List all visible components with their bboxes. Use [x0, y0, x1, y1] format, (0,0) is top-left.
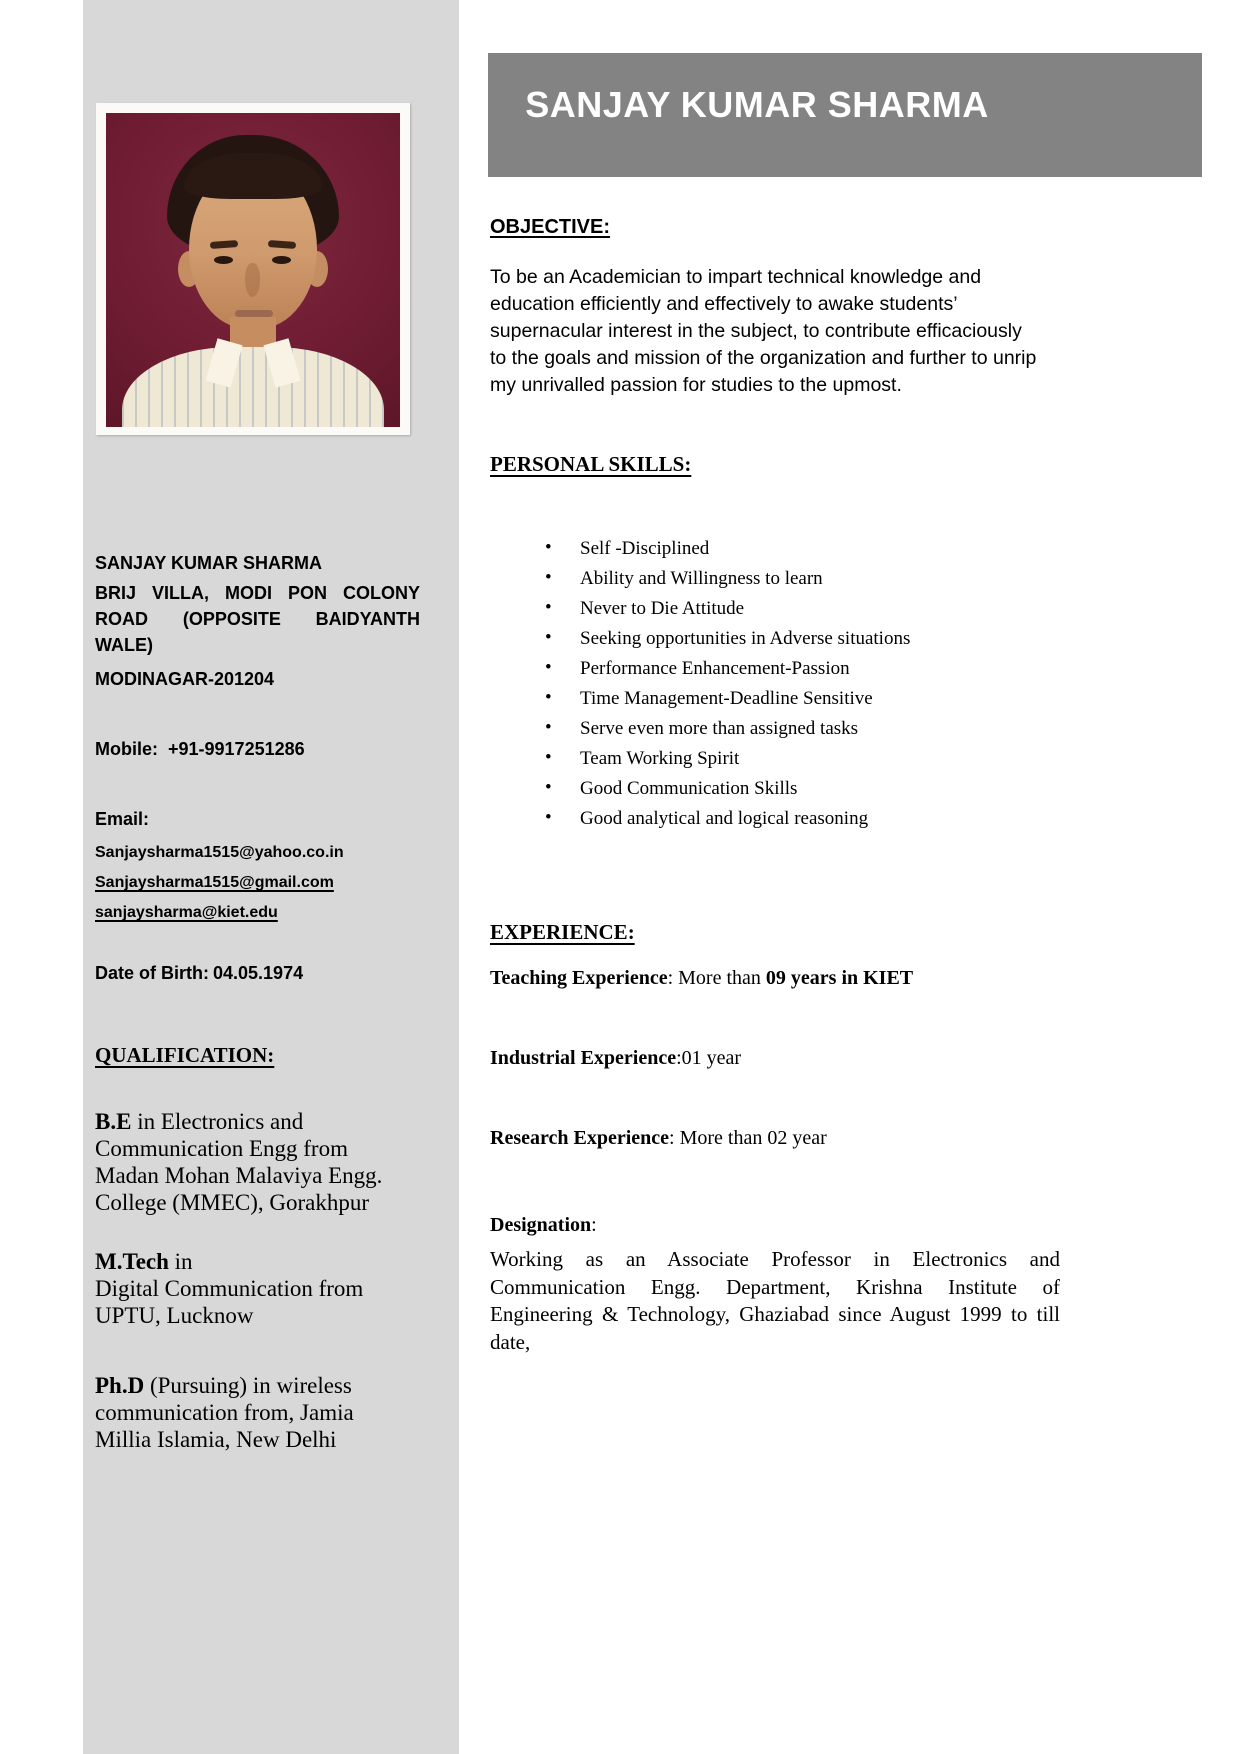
personal-skills-heading: PERSONAL SKILLS:: [490, 452, 692, 476]
skills-list: [490, 534, 1065, 834]
skill-item: [490, 684, 1065, 714]
dob-value: 04.05.1974: [213, 963, 304, 983]
qualification-item: M.Tech in Digital Communication from UPTU, Lucknow: [95, 1249, 364, 1328]
name-banner-text: SANJAY KUMAR SHARMA: [525, 84, 989, 125]
skill-text: Time Management-Deadline Sensitive: [580, 688, 873, 709]
profile-photo: [96, 103, 410, 435]
skill-text: Good analytical and logical reasoning: [580, 808, 869, 829]
bullet-icon: •: [545, 627, 552, 648]
photo-mouth: [235, 310, 273, 317]
bullet-icon: •: [545, 597, 552, 618]
bullet-icon: •: [545, 567, 552, 588]
bullet-icon: •: [545, 717, 552, 738]
degree-name: Ph.D: [95, 1373, 145, 1398]
sidebar-name: SANJAY KUMAR SHARMA: [95, 553, 323, 573]
designation-label: Designation: [490, 1214, 592, 1236]
bullet-icon: •: [545, 747, 552, 768]
qualification-heading: QUALIFICATION:: [95, 1043, 275, 1067]
experience-label: Teaching Experience: [490, 967, 668, 989]
date-of-birth-row: [95, 960, 420, 986]
skill-item: [490, 744, 1065, 774]
mobile-value: +91-9917251286: [168, 739, 305, 759]
bullet-icon: •: [545, 687, 552, 708]
skill-item: [490, 774, 1065, 804]
objective-heading: OBJECTIVE:: [490, 216, 611, 238]
email-address[interactable]: sanjaysharma@kiet.edu: [95, 904, 278, 921]
bullet-icon: •: [545, 537, 552, 558]
designation-colon: :: [591, 1214, 597, 1236]
mobile-row: [95, 736, 420, 762]
email-address[interactable]: Sanjaysharma1515@gmail.com: [95, 874, 334, 891]
sidebar: [83, 0, 459, 1754]
experience-item: Industrial Experience:01 year: [490, 1047, 742, 1069]
email-list: [95, 838, 420, 928]
skill-text: Performance Enhancement-Passion: [580, 658, 850, 679]
skill-item: [490, 594, 1065, 624]
name-banner: [488, 53, 1202, 177]
skill-text: Self -Disciplined: [580, 538, 710, 559]
photo-nose: [245, 263, 260, 297]
photo-eye-left: [214, 256, 233, 264]
profile-photo-image: [106, 113, 400, 427]
bullet-icon: •: [545, 657, 552, 678]
skill-item: [490, 624, 1065, 654]
skill-text: Serve even more than assigned tasks: [580, 718, 859, 739]
designation-paragraph: Working as an Associate Professor in Electronics and Communication Engg. Department, Krishna Institute of Engineering & Technology, Ghaziabad since August 1999 to till date,: [490, 1247, 1060, 1354]
skill-text: Good Communication Skills: [580, 778, 798, 799]
qualification-item: Ph.D (Pursuing) in wireless communication from, Jamia Millia Islamia, New Delhi: [95, 1373, 354, 1452]
experience-list: [490, 964, 1065, 1204]
qualification-item: B.E in Electronics and Communication Engg from Madan Mohan Malaviya Engg. College (MMEC), Gorakhpur: [95, 1109, 383, 1215]
bullet-icon: •: [545, 777, 552, 798]
skill-text: Seeking opportunities in Adverse situations: [580, 628, 911, 649]
experience-heading: EXPERIENCE:: [490, 920, 635, 944]
skill-item: [490, 804, 1065, 834]
experience-item: Research Experience: More than 02 year: [490, 1127, 827, 1149]
experience-label: Research Experience: [490, 1127, 670, 1149]
designation-label-row: [490, 1210, 1060, 1240]
mobile-label: Mobile:: [95, 739, 158, 759]
bullet-icon: •: [545, 807, 552, 828]
sidebar-city-line: MODINAGAR-201204: [95, 669, 275, 689]
skill-item: [490, 654, 1065, 684]
skill-text: Never to Die Attitude: [580, 598, 745, 619]
degree-name: B.E: [95, 1109, 132, 1134]
objective-paragraph: To be an Academician to impart technical knowledge and education efficiently and effectively to awake students’ supernacular interest in the subject, to contribute efficaciously to the goals and mission of the organization and further to unrip my unrivalled passion for studies to the upmost.: [490, 266, 1037, 396]
photo-eye-right: [272, 256, 291, 264]
designation-section: [490, 1210, 1060, 1356]
skill-item: [490, 564, 1065, 594]
degree-name: M.Tech: [95, 1249, 169, 1274]
skill-item: [490, 714, 1065, 744]
skill-text: Ability and Willingness to learn: [580, 568, 823, 589]
experience-item: Teaching Experience: More than 09 years in KIET: [490, 967, 914, 989]
qualification-list: [95, 1108, 420, 1485]
email-label: Email:: [95, 809, 150, 829]
experience-emphasis: 09 years in KIET: [765, 967, 914, 989]
photo-striped-shirt: [122, 347, 384, 427]
skill-item: [490, 534, 1065, 564]
skill-text: Team Working Spirit: [580, 748, 740, 769]
sidebar-address: BRIJ VILLA, MODI PON COLONY ROAD (OPPOSITE BAIDYANTH WALE): [95, 583, 420, 655]
email-address[interactable]: Sanjaysharma1515@yahoo.co.in: [95, 844, 344, 861]
experience-label: Industrial Experience: [490, 1047, 677, 1069]
dob-label: Date of Birth:: [95, 963, 209, 983]
